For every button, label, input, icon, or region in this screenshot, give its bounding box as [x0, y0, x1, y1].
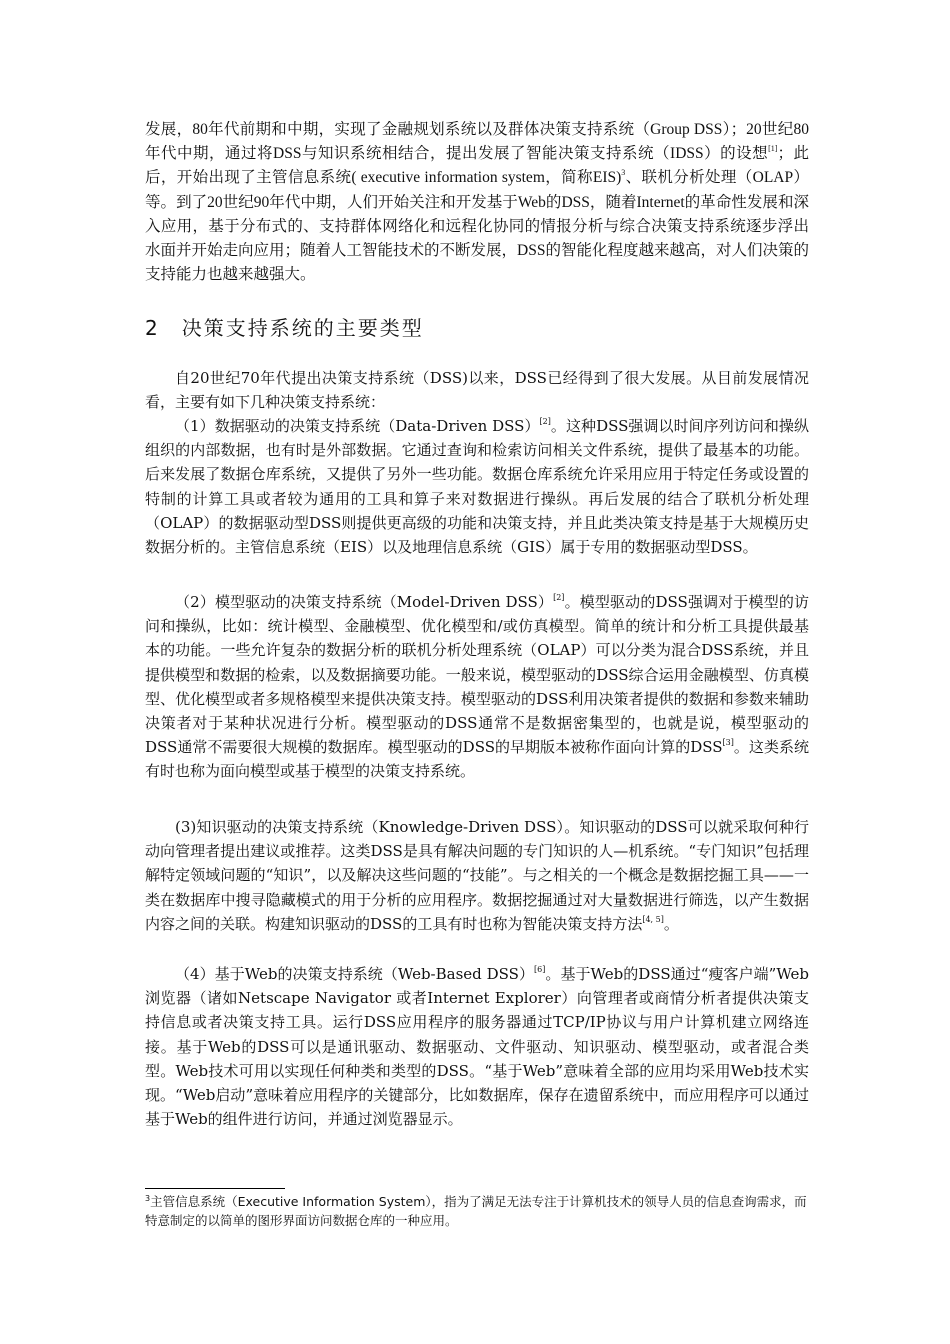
- paragraph-knowledge-driven: [145, 815, 809, 936]
- paragraph-model-driven: [145, 590, 809, 784]
- paragraph-text: （2）模型驱动的决策支持系统（Model-Driven DSS）: [175, 593, 554, 611]
- paragraph-web-based: [145, 962, 809, 1131]
- citation-ref[interactable]: [6]: [534, 965, 546, 974]
- intro-text-mid: ；此后，开始出现了主管信息系统( executive information system，简称EIS): [145, 145, 809, 187]
- paragraph-text: （1）数据驱动的决策支持系统（Data-Driven DSS）: [175, 417, 540, 435]
- paragraph-text: （4）基于Web的决策支持系统（Web-Based DSS）: [175, 965, 534, 983]
- paragraph-text: 。基于Web的DSS通过“瘦客户端”Web浏览器（诸如Netscape Navigator 或者Internet Explorer）向管理者或商情分析者提供决策支持信息或者决策支持工具。运行DSS应用程序的服务器通过TCP/IP协议与用户计算机建立网络连接。基于Web的DSS可以是通讯驱动、数据驱动、文件驱动、知识驱动、模型驱动，或者混合类型。Web技术可用以实现任何种类和类型的DSS。“基于Web”意味着全部的应用均采用Web技术实现。“Web启动”意味着应用程序的关键部分，比如数据库，保存在遗留系统中，而应用程序可以通过基于Web的组件进行访问，并通过浏览器显示。: [145, 965, 810, 1129]
- section-heading: [145, 312, 424, 341]
- paragraph-data-driven: [145, 414, 809, 559]
- paragraph-text: 。: [663, 914, 679, 933]
- citation-ref[interactable]: [2]: [539, 417, 551, 426]
- footnote-mark[interactable]: 3: [621, 168, 626, 178]
- footnote-text: 主管信息系统（Executive Information System），指为了满足无法专注于计算机技术的领导人员的信息查询需求，而特意制定的以简单的图形界面访问数据仓库的一种应用。: [145, 1194, 807, 1228]
- citation-ref[interactable]: [2]: [553, 593, 565, 602]
- section-title: 决策支持系统的主要类型: [181, 316, 424, 340]
- section-number: 2: [145, 316, 160, 340]
- paragraph-text: 。这类系统有时也称为面向模型或基于模型的决策支持系统。: [145, 738, 809, 781]
- intro-text: 发展，80年代前期和中期，实现了金融规划系统以及群体决策支持系统（Group DSS）；20世纪80年代中期，通过将DSS与知识系统相结合，提出发展了智能决策支持系统（IDSS）的设想: [145, 121, 809, 163]
- intro-text-rest: 、联机分析处理（OLAP）等。到了20世纪90年代中期，人们开始关注和开发基于Web的DSS，随着Internet的革命性发展和深入应用，基于分布式的、支持群体网络化和远程化协同的情报分析与综合决策支持系统逐步浮出水面并开始走向应用；随着人工智能技术的不断发展，DSS的智能化程度越来越高，对人们决策的支持能力也越来越强大。: [145, 169, 809, 284]
- footnote: [145, 1192, 809, 1230]
- footnote-separator: [145, 1188, 285, 1189]
- paragraph-text: 。这种DSS强调以时间序列访问和操纵组织的内部数据，也有时是外部数据。它通过查询和检索访问相关文件系统，提供了最基本的功能。后来发展了数据仓库系统，又提供了另外一些功能。数据仓库系统允许采用应用于特定任务或设置的特制的计算工具或者较为通用的工具和算子来对数据进行操纵。再后发展的结合了联机分析处理（OLAP）的数据驱动型DSS则提供更高级的功能和决策支持，并且此类决策支持是基于大规模历史数据分析的。主管信息系统（EIS）以及地理信息系统（GIS）属于专用的数据驱动型DSS。: [145, 417, 809, 557]
- footnote-mark: 3: [145, 1193, 151, 1203]
- citation-ref[interactable]: [3]: [722, 738, 734, 748]
- paragraph-text: (3)知识驱动的决策支持系统（Knowledge-Driven DSS）。知识驱动的DSS可以就采取何种行动向管理者提出建议或推荐。这类DSS是具有解决问题的专门知识的人—机系统。“专门知识”包括理解特定领域问题的“知识”，以及解决这些问题的“技能”。与之相关的一个概念是数据挖掘工具——一类在数据库中搜寻隐藏模式的用于分析的应用程序。数据挖掘通过对大量数据进行筛选，以产生数据内容之间的关联。构建知识驱动的DSS的工具有时也称为智能决策支持方法: [145, 818, 809, 933]
- citation-ref[interactable]: [4, 5]: [642, 914, 664, 924]
- intro-paragraph: [145, 118, 809, 287]
- paragraph-text: 。模型驱动的DSS强调对于模型的访问和操纵，比如：统计模型、金融模型、优化模型和/或仿真模型。简单的统计和分析工具提供最基本的功能。一些允许复杂的数据分析的联机分析处理系统（OLAP）可以分类为混合DSS系统，并且提供模型和数据的检索，以及数据摘要功能。一般来说，模型驱动的DSS综合运用金融模型、仿真模型、优化模型或者多规格模型来提供决策支持。模型驱动的DSS利用决策者提供的数据和参数来辅助决策者对于某种状况进行分析。模型驱动的DSS通常不是数据密集型的，也就是说，模型驱动的DSS通常不需要很大规模的数据库。模型驱动的DSS的早期版本被称作面向计算的DSS: [145, 593, 809, 757]
- citation-ref[interactable]: [1]: [768, 144, 778, 154]
- paragraph-overview: 自20世纪70年代提出决策支持系统（DSS)以来，DSS已经得到了很大发展。从目前发展情况看，主要有如下几种决策支持系统：: [145, 369, 809, 412]
